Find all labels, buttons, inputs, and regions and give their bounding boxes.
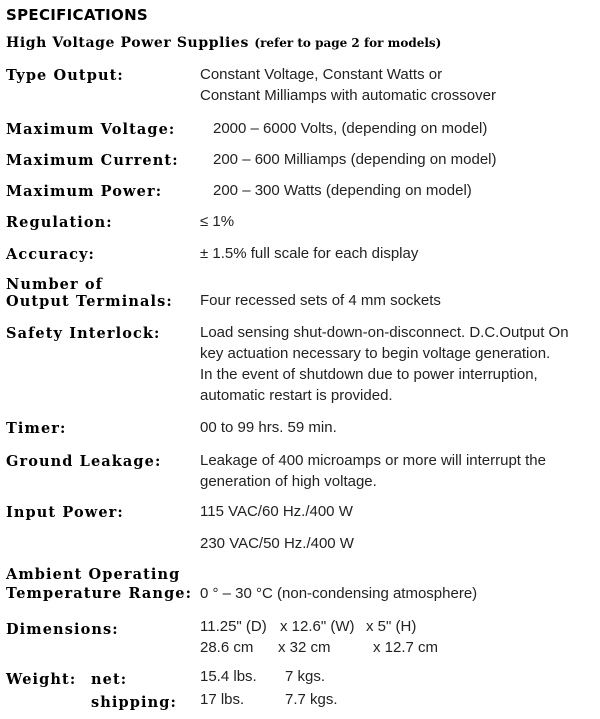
type-output-value-2: Constant Milliamps with automatic crossover: [200, 87, 496, 104]
max-voltage-value: 2000 – 6000 Volts, (depending on model): [213, 120, 488, 137]
dimension-width-cm: x 32 cm: [278, 639, 331, 656]
input-power-value-2: 230 VAC/50 Hz./400 W: [200, 535, 354, 552]
output-terminals-value: Four recessed sets of 4 mm sockets: [200, 292, 441, 309]
max-current-value: 200 – 600 Milliamps (depending on model): [213, 151, 497, 168]
type-output-label: Type Output:: [6, 67, 124, 84]
ambient-label-1: Ambient Operating: [6, 566, 181, 583]
dimension-depth-cm: 28.6 cm: [200, 639, 254, 656]
output-terminals-label-1: Number of: [6, 276, 103, 293]
safety-interlock-line-3: In the event of shutdown due to power interruption,: [200, 366, 538, 383]
safety-interlock-line-1: Load sensing shut-down-on-disconnect. D.C.Output On: [200, 324, 569, 341]
subheading-note: (refer to page 2 for models): [254, 36, 442, 50]
weight-shipping-lbs: 17 lbs.: [200, 691, 245, 708]
dimension-height-in: x 5" (H): [366, 618, 417, 635]
input-power-label: Input Power:: [6, 504, 124, 521]
weight-shipping-kgs: 7.7 kgs.: [285, 691, 338, 708]
max-power-label: Maximum Power:: [6, 183, 163, 200]
weight-label: Weight:: [6, 671, 77, 688]
weight-shipping-label: shipping:: [91, 694, 177, 711]
safety-interlock-line-2: key actuation necessary to begin voltage generation.: [200, 345, 551, 362]
ground-leakage-line-2: generation of high voltage.: [200, 473, 377, 490]
section-subheading: [6, 35, 441, 51]
accuracy-value: ± 1.5% full scale for each display: [200, 245, 419, 262]
dimension-width-in: x 12.6" (W): [280, 618, 355, 635]
subheading-title: High Voltage Power Supplies: [6, 35, 249, 51]
regulation-label: Regulation:: [6, 214, 113, 231]
ground-leakage-label: Ground Leakage:: [6, 453, 162, 470]
dimensions-label: Dimensions:: [6, 621, 119, 638]
weight-net-kgs: 7 kgs.: [285, 668, 326, 685]
accuracy-label: Accuracy:: [6, 246, 95, 263]
max-power-value: 200 – 300 Watts (depending on model): [213, 182, 472, 199]
timer-value: 00 to 99 hrs. 59 min.: [200, 419, 337, 436]
ambient-label-2: Temperature Range:: [6, 585, 193, 602]
safety-interlock-label: Safety Interlock:: [6, 325, 161, 342]
max-current-label: Maximum Current:: [6, 152, 179, 169]
ambient-value: 0 ° – 30 °C (non-condensing atmosphere): [200, 585, 478, 602]
weight-net-label: net:: [91, 671, 128, 688]
ground-leakage-line-1: Leakage of 400 microamps or more will interrupt the: [200, 452, 546, 469]
safety-interlock-line-4: automatic restart is provided.: [200, 387, 393, 404]
weight-net-lbs: 15.4 lbs.: [200, 668, 257, 685]
regulation-value: ≤ 1%: [200, 213, 235, 230]
output-terminals-label-2: Output Terminals:: [6, 293, 173, 310]
max-voltage-label: Maximum Voltage:: [6, 121, 176, 138]
timer-label: Timer:: [6, 420, 67, 437]
page-title: SPECIFICATIONS: [6, 6, 149, 24]
dimension-depth-in: 11.25" (D): [200, 618, 267, 635]
dimension-height-cm: x 12.7 cm: [373, 639, 439, 656]
type-output-value-1: Constant Voltage, Constant Watts or: [200, 66, 443, 83]
input-power-value-1: 115 VAC/60 Hz./400 W: [200, 503, 353, 520]
